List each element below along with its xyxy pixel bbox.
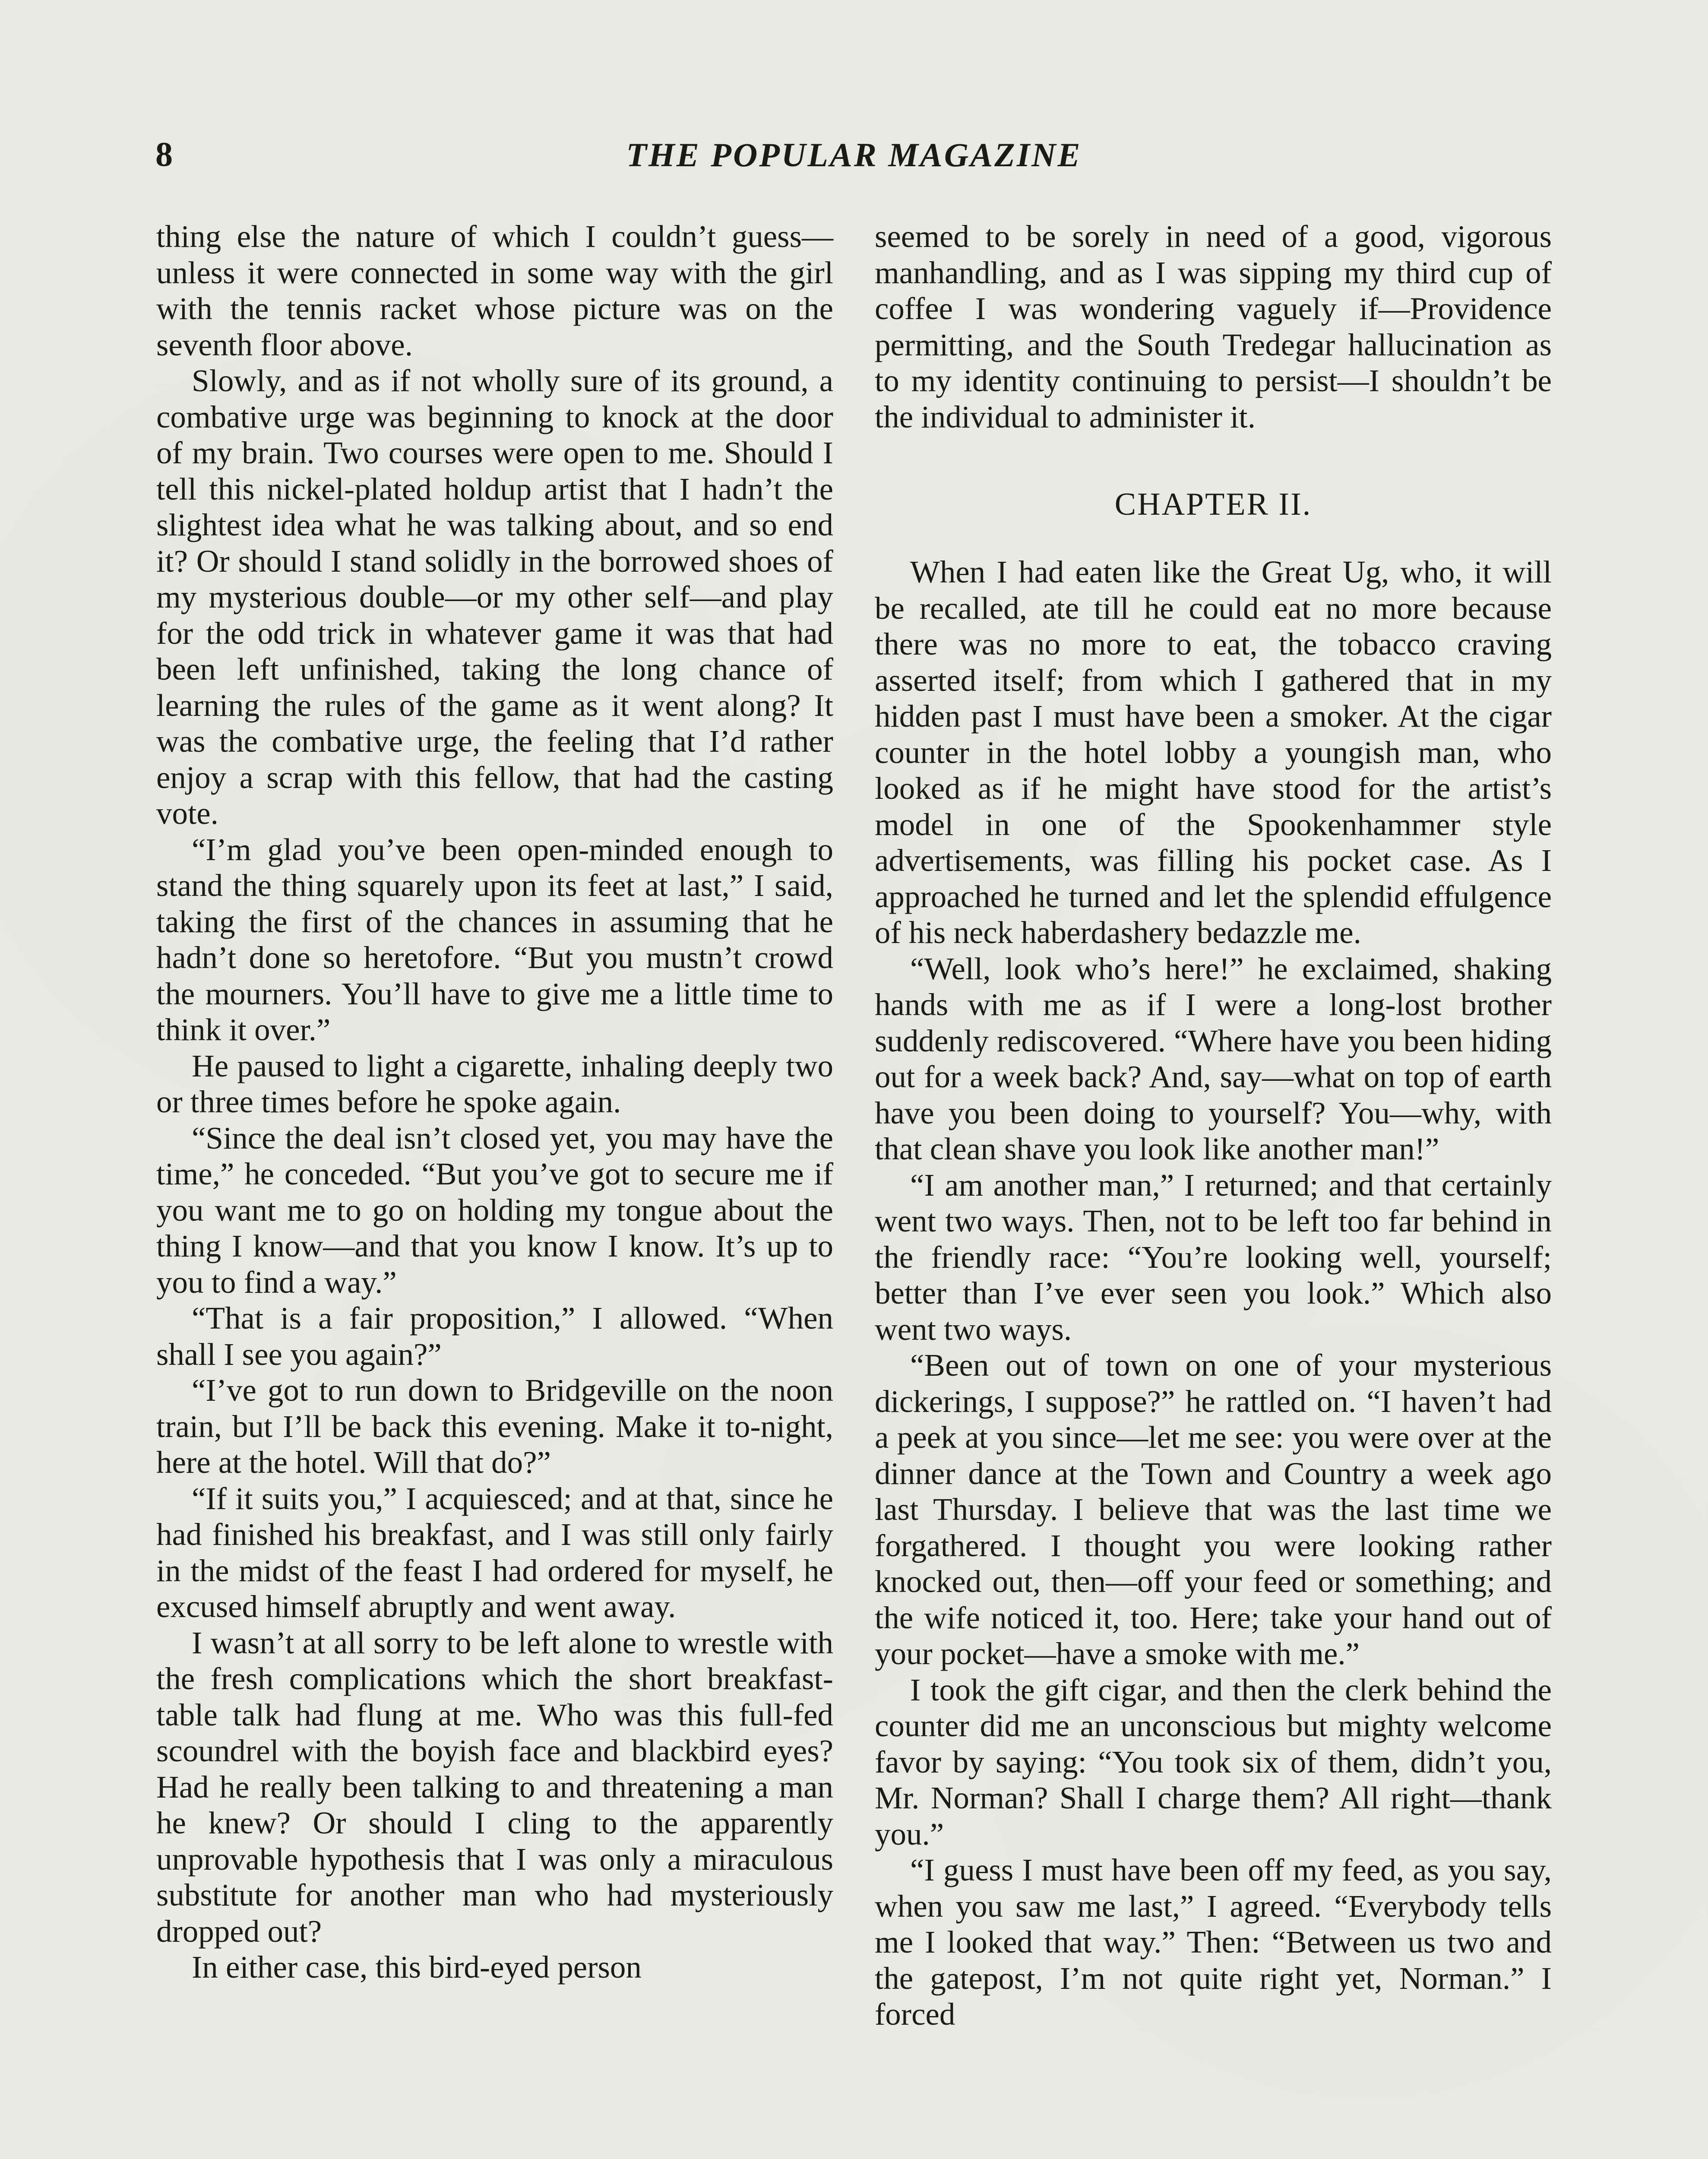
paragraph: “I’m glad you’ve been open-minded enough to stand the thing squarely upon its feet at last,” I said, taking the first of the chances in assuming that he hadn’t done so heretofore. “But you mustn’t crowd the mourners. You’ll have to give me a little time to think it over.” bbox=[156, 832, 833, 1047]
paragraph: seemed to be sorely in need of a good, vigorous manhandling, and as I was sipping my third cup of coffee I was wondering vaguely if—Providence permitting, and the South Tredegar hallucination as to my identity continuing to persist—I shouldn’t be the individual to administer it. bbox=[875, 219, 1552, 434]
paragraph: I took the gift cigar, and then the clerk behind the counter did me an unconscious but mighty welcome favor by saying: “You took six of them, didn’t you, Mr. Norman? Shall I charge them? All right—thank you.” bbox=[875, 1672, 1552, 1852]
left-column bbox=[156, 218, 833, 1985]
chapter-heading: CHAPTER II. bbox=[1114, 487, 1312, 522]
page-number: 8 bbox=[155, 136, 173, 174]
paragraph: In either case, this bird-eyed person bbox=[192, 1950, 642, 1985]
paragraph: “I am another man,” I returned; and that certainly went two ways. Then, not to be left too far behind in the friendly race: “You’re looking well, yourself; better than I’ve ever seen you look.” Which also went two ways. bbox=[875, 1167, 1552, 1347]
paragraph: “Since the deal isn’t closed yet, you may have the time,” he conceded. “But you’ve got to secure me if you want me to go on holding my tongue about the thing I know—and that you know I know. It’s up to you to find a way.” bbox=[156, 1120, 833, 1300]
paragraph: He paused to light a cigarette, inhaling deeply two or three times before he spoke again. bbox=[156, 1048, 833, 1119]
running-title: THE POPULAR MAGAZINE bbox=[626, 136, 1082, 174]
paragraph: “I guess I must have been off my feed, as you say, when you saw me last,” I agreed. “Everybody tells me I looked that way.” Then: “Between us two and the gatepost, I’m not quite right yet, Norman.” I forced bbox=[875, 1852, 1552, 2032]
paragraph: thing else the nature of which I couldn’t guess—unless it were connected in some way with the girl with the tennis racket whose picture was on the seventh floor above. bbox=[156, 219, 833, 362]
paragraph: Slowly, and as if not wholly sure of its ground, a combative urge was beginning to knock at the door of my brain. Two courses were open to me. Should I tell this nickel-plated holdup artist that I hadn’t the slightest idea what he was talking about, and so end it? Or should I stand solidly in the borrowed shoes of my mysterious double—or my other self—and play for the odd trick in whatever game it was that had been left unfinished, taking the long chance of learning the rules of the game as it went along? It was the combative urge, the feeling that I’d rather enjoy a scrap with this fellow, that had the casting vote. bbox=[156, 363, 833, 831]
paragraph: “Well, look who’s here!” he exclaimed, shaking hands with me as if I were a long-lost brother suddenly rediscovered. “Where have you been hiding out for a week back? And, say—what on top of earth have you been doing to yourself? You—why, with that clean shave you look like another man!” bbox=[875, 951, 1552, 1166]
paragraph: “I’ve got to run down to Bridgeville on the noon train, but I’ll be back this evening. Make it to-night, here at the hotel. Will that do?” bbox=[156, 1373, 833, 1480]
paragraph: When I had eaten like the Great Ug, who, it will be recalled, ate till he could eat no more because there was no more to eat, the tobacco craving asserted itself; from which I gathered that in my hidden past I must have been a smoker. At the cigar counter in the hotel lobby a youngish man, who looked as if he might have stood for the artist’s model in one of the Spookenhammer style advertisements, was filling his pocket case. As I approached he turned and let the splendid effulgence of his neck haberdashery bedazzle me. bbox=[875, 554, 1552, 950]
paragraph: “If it suits you,” I acquiesced; and at that, since he had finished his breakfast, and I was still only fairly in the midst of the feast I had ordered for myself, he excused himself abruptly and went away. bbox=[156, 1481, 833, 1624]
paragraph: “That is a fair proposition,” I allowed. “When shall I see you again?” bbox=[156, 1301, 833, 1372]
paragraph: I wasn’t at all sorry to be left alone to wrestle with the fresh complications which the short breakfast-table talk had flung at me. Who was this full-fed scoundrel with the boyish face and blackbird eyes? Had he really been talking to and threatening a man he knew? Or should I cling to the apparently unprovable hypothesis that I was only a miraculous substitute for another man who had mysteriously dropped out? bbox=[156, 1625, 833, 1949]
paragraph: “Been out of town on one of your mysterious dickerings, I suppose?” he rattled on. “I haven’t had a peek at you since—let me see: you were over at the dinner dance at the Town and Country a week ago last Thursday. I believe that was the last time we forgathered. I thought you were looking rather knocked out, then—off your feed or something; and the wife noticed it, too. Here; take your hand out of your pocket—have a smoke with me.” bbox=[875, 1348, 1552, 1671]
right-column bbox=[875, 218, 1552, 2032]
